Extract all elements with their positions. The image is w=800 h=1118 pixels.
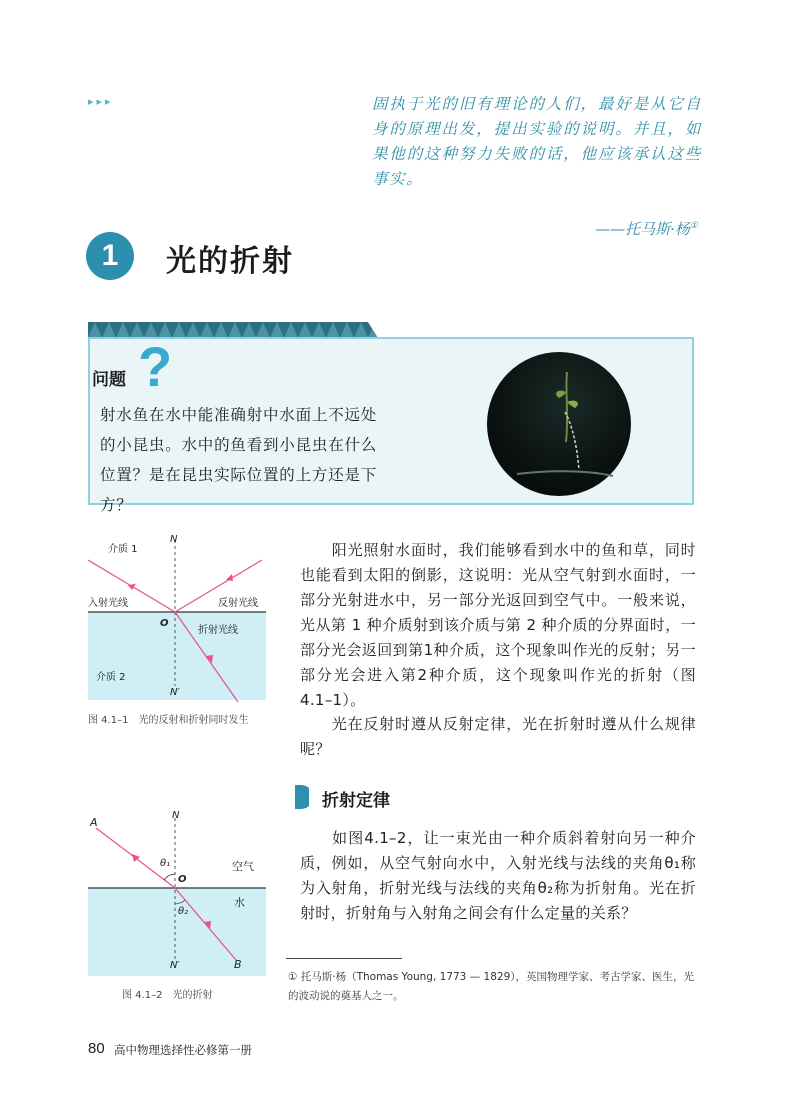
- label-medium1: 介质 1: [108, 544, 138, 555]
- theta1-arc: [164, 874, 175, 880]
- body-paragraph-2: 光在反射时遵从反射定律，光在折射时遵从什么规律呢？: [300, 715, 696, 758]
- label-water: 水: [234, 896, 245, 909]
- question-label: 问题: [92, 370, 126, 390]
- decorative-stripe: [88, 322, 378, 338]
- label-air: 空气: [232, 860, 254, 873]
- subheading-marker-icon: [295, 785, 309, 809]
- label-N: N: [170, 534, 178, 545]
- epigraph-author: [595, 218, 698, 239]
- page-number: 80: [88, 1040, 105, 1057]
- figure-reflection-refraction: [88, 530, 266, 730]
- label-O: O: [178, 874, 187, 885]
- book-title: 高中物理选择性必修第一册: [114, 1043, 252, 1057]
- question-text: 射水鱼在水中能准确射中水面上不远处的小昆虫。水中的鱼看到小昆虫在什么位置？是在昆虫实际位置的上方还是下方？: [100, 406, 378, 514]
- label-B: B: [234, 958, 242, 971]
- epigraph-quote: 固执于光的旧有理论的人们，最好是从它自身的原理出发，提出实验的说明。并且，如果他的这种努力失败的话，他应该承认这些事实。: [372, 95, 702, 188]
- author-footnote-ref[interactable]: ①: [689, 221, 698, 231]
- photo-plant-icon: [487, 352, 631, 496]
- label-N-prime: N′: [170, 960, 180, 971]
- label-medium2: 介质 2: [96, 672, 126, 683]
- label-O: O: [160, 618, 169, 629]
- section-title: 光的折射: [166, 244, 294, 279]
- archerfish-photo: [487, 352, 631, 496]
- body-paragraph-3: 如图4.1–2，让一束光由一种介质斜着射向另一种介质，例如，从空气射向水中，入射光线与法线的夹角θ₁称为入射角，折射光线与法线的夹角θ₂称为折射角。光在折射时，折射角与入射角之间会有什么定量的关系？: [300, 829, 696, 922]
- section-number-badge: 1: [86, 232, 134, 280]
- label-refracted: 折射光线: [198, 625, 238, 636]
- reflected-arrow-icon: [226, 574, 233, 581]
- label-theta2: θ₂: [178, 906, 189, 917]
- figure2-caption: 图 4.1–2 光的折射: [122, 990, 213, 1001]
- author-name: ——托马斯·杨: [595, 220, 690, 238]
- label-A: A: [90, 816, 98, 829]
- figure-refraction: [88, 810, 278, 1010]
- figure1-caption: 图 4.1–1 光的反射和折射同时发生: [88, 715, 249, 726]
- question-mark-icon: ?: [138, 335, 173, 398]
- label-N: N: [172, 810, 180, 821]
- subheading-refraction-law: 折射定律: [322, 791, 390, 811]
- footnote-divider: [286, 958, 402, 959]
- label-theta1: θ₁: [160, 858, 171, 869]
- label-incident: 入射光线: [88, 598, 128, 609]
- label-N-prime: N′: [170, 687, 180, 698]
- body-paragraph-1: 阳光照射水面时，我们能够看到水中的鱼和草，同时也能看到太阳的倒影，这说明：光从空气射到水面时，一部分光射进水中，另一部分光返回到空气中。一般来说，光从第 1 种介质射到该介质与第 2 种介质的分界面时，一部分光会返回到第1种介质，这个现象叫作光的反射；另一部分光会进入第2种介质，这个现象叫作光的折射（图 4.1–1）。: [300, 541, 696, 709]
- decorative-arrows: ▸▸▸: [88, 95, 114, 108]
- label-reflected: 反射光线: [218, 598, 258, 609]
- footnote: ① 托马斯·杨（Thomas Young, 1773 — 1829），英国物理学家、考古学家、医生，光的波动说的奠基人之一。: [288, 971, 695, 1002]
